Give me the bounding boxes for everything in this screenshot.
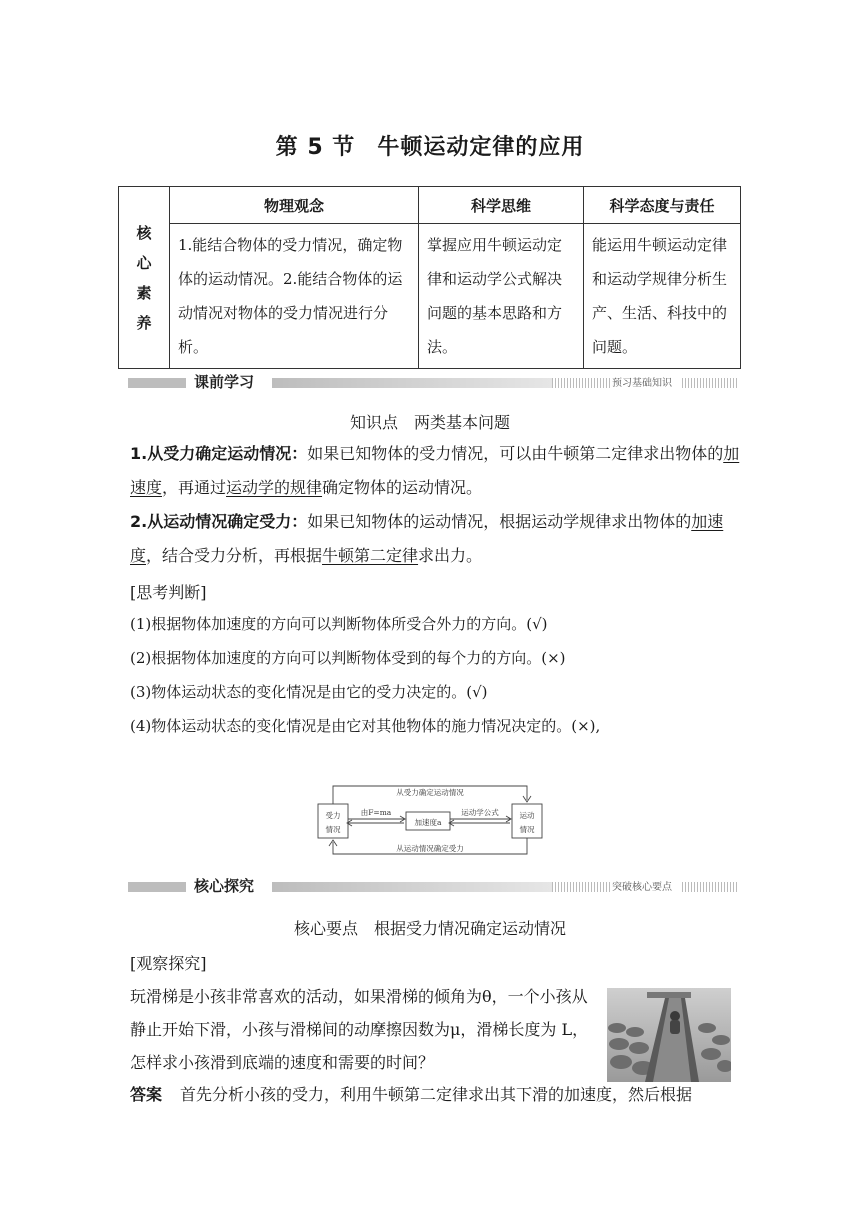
answer-text: 首先分析小孩的受力，利用牛顿第二定律求出其下滑的加速度，然后根据: [180, 1085, 693, 1104]
cell-scientific-attitude: 能运用牛顿运动定律和运动学规律分析生产、生活、科技中的问题。: [584, 224, 741, 369]
header-scientific-attitude: 科学态度与责任: [584, 187, 741, 224]
judge-item-2: (2)根据物体加速度的方向可以判断物体受到的每个力的方向。(×): [130, 649, 566, 667]
header-physics-concept: 物理观念: [170, 187, 419, 224]
core-competency-table: [118, 186, 741, 369]
header-scientific-thinking: 科学思维: [419, 187, 584, 224]
observe-question: 玩滑梯是小孩非常喜欢的活动，如果滑梯的倾角为θ，一个小孩从静止开始下滑，小孩与滑梯间的动摩擦因数为μ，滑梯长度为 L，怎样求小孩滑到底端的速度和需要的时间？: [130, 987, 589, 1072]
page-title: [0, 130, 860, 161]
core-side-label: 核 心 素 养: [119, 187, 170, 369]
knowledge-point-1: 1.从受力确定运动情况：如果已知物体的受力情况，可以由牛顿第二定律求出物体的加速度，再通过运动学的规律确定物体的运动情况。: [130, 444, 740, 497]
cell-scientific-thinking: 掌握应用牛顿运动定律和运动学公式解决问题的基本思路和方法。: [419, 224, 584, 369]
section-banner-core-explore: [128, 878, 738, 894]
section-name: 牛顿运动定律的应用: [377, 135, 585, 160]
diagram-right-box-line2: 情况: [519, 825, 535, 834]
core-point-heading: 核心要点 根据受力情况确定运动情况: [293, 919, 567, 938]
banner-label: 核心探究: [194, 877, 255, 895]
diagram-right-arrow-label: 运动学公式: [461, 808, 499, 817]
judge-heading: [思考判断]: [130, 583, 207, 602]
knowledge-point-2: 2.从运动情况确定受力：如果已知物体的运动情况，根据运动学规律求出物体的加速度，结合受力分析，再根据牛顿第二定律求出力。: [130, 512, 724, 565]
answer-line: [130, 1082, 740, 1105]
section-number: 第 5 节: [275, 135, 356, 160]
answer-tag: 答案: [130, 1085, 163, 1104]
diagram-top-label: 从受力确定运动情况: [396, 788, 464, 797]
slide-photo: [607, 988, 731, 1082]
diagram-left-arrow-label: 由F=ma: [360, 808, 392, 817]
judge-item-3: (3)物体运动状态的变化情况是由它的受力决定的。(√): [130, 683, 488, 701]
judge-item-1: (1)根据物体加速度的方向可以判断物体所受合外力的方向。(√): [130, 615, 548, 633]
knowledge-heading: 知识点 两类基本问题: [349, 413, 511, 432]
diagram-center-box: 加速度a: [414, 818, 442, 827]
diagram-right-box-line1: 运动: [519, 811, 535, 820]
diagram-bottom-label: 从运动情况确定受力: [396, 844, 464, 853]
relation-diagram: [316, 782, 544, 858]
banner-tag: 预习基础知识: [612, 378, 672, 389]
banner-tag: 突破核心要点: [612, 882, 672, 893]
observe-heading: [观察探究]: [130, 954, 207, 973]
diagram-left-box-line1: 受力: [325, 811, 341, 820]
judge-item-4: (4)物体运动状态的变化情况是由它对其他物体的施力情况决定的。(×),: [130, 717, 601, 735]
section-banner-pre-study: [128, 374, 738, 390]
banner-label: 课前学习: [194, 373, 255, 391]
diagram-left-box-line2: 情况: [325, 825, 341, 834]
cell-physics-concept: 1.能结合物体的受力情况，确定物体的运动情况。2.能结合物体的运动情况对物体的受力情况进行分析。: [170, 224, 419, 369]
